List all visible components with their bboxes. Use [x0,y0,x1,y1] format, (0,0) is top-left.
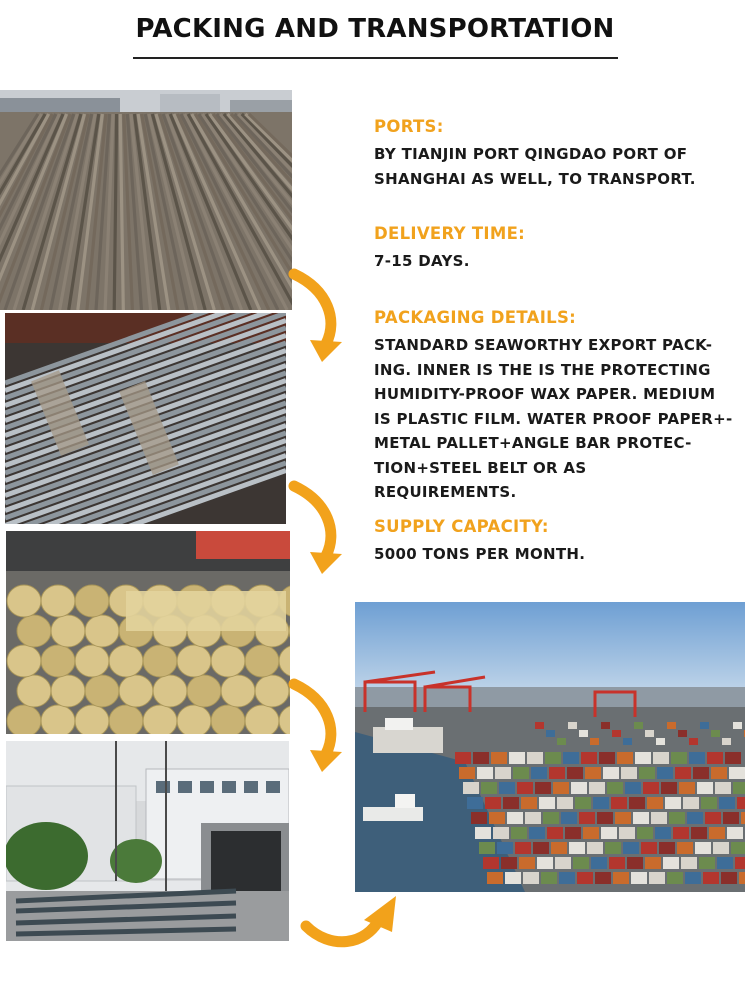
packaging-details-section [374,307,734,505]
packaging-details-text: STANDARD SEAWORTHY EXPORT PACK- ING. INNER IS THE IS THE PROTECTING HUMIDITY-PROOF WAX PAPER. MEDIUM IS PLASTIC FILM. WATER PROOF PAPER+- METAL PALLET+ANGLE BAR PROTEC- TION+STEEL BELT OR AS REQUIREMENTS. [374,336,733,501]
supply-capacity-section [374,516,734,567]
steel-bars-yard-photo [0,90,292,310]
wrapped-steel-bundles-photo [6,531,290,734]
curved-arrow-icon [288,480,348,576]
container-loading-photo [6,741,289,941]
title-underline [133,57,618,59]
bundled-steel-pipes-photo [5,313,286,524]
supply-capacity-text: 5000 TONS PER MONTH. [374,545,586,563]
delivery-time-section [374,223,734,274]
ports-label: PORTS: [374,117,444,136]
ports-text: BY TIANJIN PORT QINGDAO PORT OF SHANGHAI AS WELL, TO TRANSPORT. [374,145,696,188]
supply-capacity-label: SUPPLY CAPACITY: [374,517,549,536]
delivery-time-label: DELIVERY TIME: [374,224,526,243]
container-port-photo [355,602,745,892]
curved-arrow-icon [288,268,348,364]
curved-arrow-icon [300,892,400,956]
delivery-time-text: 7-15 DAYS. [374,252,470,270]
curved-arrow-icon [288,678,348,774]
page-title: PACKING AND TRANSPORTATION [135,14,615,44]
packaging-details-label: PACKAGING DETAILS: [374,308,577,327]
ports-section [374,116,734,191]
